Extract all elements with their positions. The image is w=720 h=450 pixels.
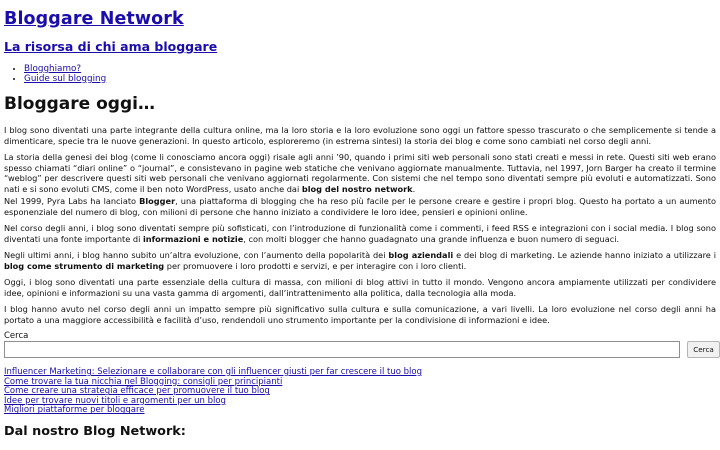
site-title [4, 9, 184, 29]
site-title-link[interactable]: Bloggare Network [4, 9, 184, 29]
post-paragraph: Negli ultimi anni, i blog hanno subito un’altra evoluzione, con l’aumento della popolarità dei blog aziendali e dei blog di marketing. Le aziende hanno iniziato a utilizzare i blog come strumento di marketing per promuovere i loro prodotti e servizi, e per interagire con i loro clienti. [4, 250, 717, 271]
post-paragraph: La storia della genesi dei blog (come li conosciamo ancora oggi) risale agli anni ’90, quando i primi siti web personali sono stati creati e messi in rete. Questi siti web erano spesso chiamati “diari online” o “journal”, e consistevano in pagine web statiche che venivano aggiornate manualmente. Tuttavia, nel 1997, Jorn Barger ha creato il termine “weblog” per descrivere questi siti web personali che venivano aggiornati regolarmente. Con sistemi che nel tempo sono diventati sempre più evoluti e automatizzati. Sono nati e si sono evoluti CMS, come il ben noto WordPress, usato anche dai blog del nostro network. [4, 152, 716, 195]
bold-text: blog del nostro network [301, 184, 413, 195]
post-paragraph: Oggi, i blog sono diventati una parte essenziale della cultura di massa, con milioni di blog attivi in tutto il mondo. Vengono ancora ampiamente utilizzati per condividere idee, opinioni e informazioni su una vasta gamma di argomenti, dall’intrattenimento alla politica, dalla tecnologia alla moda. [4, 277, 716, 298]
recent-post-link[interactable]: Migliori piattaforme per bloggare [4, 405, 145, 416]
post-paragraph: I blog sono diventati una parte integrante della cultura online, ma la loro storia e la loro evoluzione sono oggi un fattore spesso trascurato o che semplicemente si tende a dimenticare, specie tra le nuove generazioni. In questo articolo, esploreremo (in estrema sintesi) la storia dei blog e come sono cambiati nel corso degli anni. [4, 125, 716, 146]
recent-post-link[interactable]: Come trovare la tua nicchia nel Blogging: consigli per principianti [4, 376, 283, 387]
nav-item-guide [24, 75, 106, 85]
search-label: Cerca [4, 331, 29, 341]
bold-text: Blogger [139, 196, 176, 206]
recent-post-link[interactable]: Idee per trovare nuovi titoli e argomenti per un blog [4, 395, 226, 406]
network-section-title: Dal nostro Blog Network: [4, 424, 186, 439]
bold-text: blog aziendali [388, 250, 454, 260]
site-tagline-link[interactable]: La risorsa di chi ama bloggare [4, 39, 218, 54]
post-title: Bloggare oggi… [4, 94, 155, 114]
nav-link-guide[interactable]: Guide sul blogging [24, 73, 107, 84]
post-paragraph: Nel 1999, Pyra Labs ha lanciato Blogger, una piattaforma di blogging che ha reso più facile per le persone creare e gestire i propri blog. Questo ha portato a un aumento esponenziale del numero di blog, con milioni di persone che hanno iniziato a condividere le loro idee, pensieri e opinioni online. [4, 196, 716, 217]
search-input[interactable] [4, 341, 680, 358]
site-tagline [4, 39, 217, 54]
main-nav [24, 65, 106, 85]
recent-post-link[interactable]: Influencer Marketing: Selezionare e collaborare con gli influencer giusti per far crescere il tuo blog [4, 367, 422, 377]
post-paragraph: I blog hanno avuto nel corso degli anni un impatto sempre più significativo sulla cultura e sulla comunicazione, a vari livelli. La loro evoluzione nel corso degli anni ha portato a una maggiore accessibilità e facilità d’uso, rendendoli uno strumento importante per la condivisione di informazioni e idee. [4, 304, 716, 325]
recent-posts-list [4, 368, 422, 416]
recent-post-link[interactable]: Come creare una strategia efficace per promuovere il tuo blog [4, 386, 270, 397]
bold-text: blog come strumento di marketing [4, 260, 165, 271]
search-button[interactable]: Cerca [687, 341, 720, 358]
post-paragraph: Nel corso degli anni, i blog sono diventati sempre più sofisticati, con l’introduzione di funzionalità come i commenti, i feed RSS e integrazioni con i social media. I blog sono diventati una fonte importante di informazioni e notizie, con molti blogger che hanno guadagnato una grande influenza e buon numero di seguaci. [4, 223, 716, 244]
nav-link-blogghiamo[interactable]: Blogghiamo? [24, 64, 82, 74]
bold-text: informazioni e notizie [142, 233, 244, 244]
